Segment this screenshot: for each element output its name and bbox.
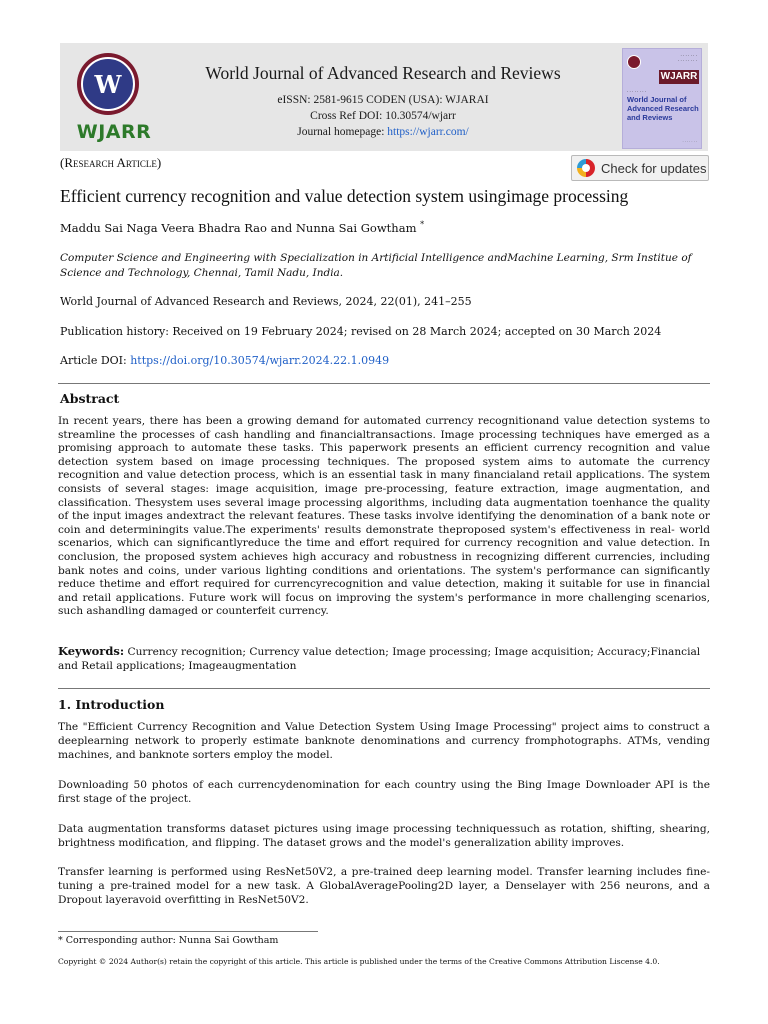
introduction-heading: 1. Introduction xyxy=(58,697,165,712)
homepage-line xyxy=(160,126,606,138)
cover-subtitle-fine-print: · · · · · · · · xyxy=(627,89,647,94)
cover-title: World Journal of Advanced Research and Reviews xyxy=(627,95,699,122)
keywords-list: Currency recognition; Currency value detection; Image processing; Image acquisition; Accuracy;Financial and Retail applications; Imageaugmentation xyxy=(58,646,701,672)
journal-header xyxy=(60,43,708,151)
author-names: Maddu Sai Naga Veera Bhadra Rao and Nunna Sai Gowtham xyxy=(60,220,417,235)
publication-history: Publication history: Received on 19 February 2024; revised on 28 March 2024; accepted on 30 March 2024 xyxy=(60,325,662,338)
cover-logo-icon xyxy=(627,55,641,69)
intro-paragraph: The "Efficient Currency Recognition and Value Detection System Using Image Processing" project aims to construct a deeplearning network to properly estimate banknote denominations and currency fromphotographs. ATMs, vending machines, and banknote sorters employ the model. xyxy=(58,721,710,761)
journal-cover-thumbnail xyxy=(622,48,702,149)
corresponding-author-footnote: * Corresponding author: Nunna Sai Gowtham xyxy=(58,935,279,946)
article-title: Efficient currency recognition and value detection system usingimage processing xyxy=(60,186,629,206)
section-divider xyxy=(58,383,710,384)
logo-circle xyxy=(77,53,139,115)
copyright-notice: Copyright © 2024 Author(s) retain the copyright of this article. This article is published under the terms of the Creative Commons Attribution Liscense 4.0. xyxy=(58,957,660,966)
issn-line: eISSN: 2581-9615 CODEN (USA): WJARAI xyxy=(277,94,489,106)
crossref-doi-line: Cross Ref DOI: 10.30574/wjarr xyxy=(310,110,456,122)
check-for-updates-button[interactable] xyxy=(571,155,709,181)
doi-label: Article DOI: xyxy=(60,354,131,367)
journal-title: World Journal of Advanced Research and Reviews xyxy=(205,63,561,83)
keywords-block xyxy=(58,644,710,673)
doi-link[interactable]: https://doi.org/10.30574/wjarr.2024.22.1.0949 xyxy=(130,354,390,367)
keywords-label: Keywords: xyxy=(58,644,125,658)
article-doi-line xyxy=(60,354,389,367)
crossmark-icon xyxy=(577,159,595,177)
footnote-divider xyxy=(58,931,318,932)
logo-text: WJARR xyxy=(76,121,152,143)
author-affiliation: Computer Science and Engineering with Specialization in Artificial Intelligence andMachine Learning, Srm Institue of Science and Technology, Chennai, Tamil Nadu, India. xyxy=(60,252,692,279)
citation-line: World Journal of Advanced Research and Reviews, 2024, 22(01), 241–255 xyxy=(60,295,472,308)
logo-letter: W xyxy=(81,57,135,111)
homepage-link[interactable]: https://wjarr.com/ xyxy=(387,126,469,138)
corresponding-author-mark: * xyxy=(420,220,425,229)
check-updates-label: Check for updates xyxy=(601,160,707,176)
author-list xyxy=(60,220,424,235)
section-divider xyxy=(58,688,710,689)
cover-fine-print: · · · · · · · · · · · · · · · xyxy=(677,53,697,63)
intro-paragraph: Data augmentation transforms dataset pictures using image processing techniquessuch as rotation, shifting, shearing, brightness modification, and flipping. The dataset grows and the model's generalization ability improves. xyxy=(58,823,710,849)
journal-logo xyxy=(68,53,160,145)
article-type-label: (Research Article) xyxy=(60,155,162,170)
cover-footer-fine-print: · · · · · · · xyxy=(682,140,697,144)
intro-paragraph: Transfer learning is performed using ResNet50V2, a pre-trained deep learning model. Transfer learning includes fine-tuning a pre-trained model for a new task. A GlobalAveragePooling2D layer, a Denselayer with 256 neurons, and a Dropout layeravoid overfitting in ResNet50V2. xyxy=(58,866,710,906)
intro-paragraph: Downloading 50 photos of each currencydenomination for each country using the Bing Image Downloader API is the first stage of the project. xyxy=(58,779,710,805)
homepage-label: Journal homepage: xyxy=(297,126,388,138)
abstract-body: In recent years, there has been a growing demand for automated currency recognitionand value detection systems to streamline the processes of cash handling and financialtransactions. Image processing techniques have emerged as a promising approach to automate these tasks. This paperwork presents an efficient currency recognition and value detection system based on image processing techniques. The proposed system aims to automate the currency recognition and value detection process, which is an essential task in many financialand retail applications. The system consists of several stages: image acquisition, image pre-processing, feature extraction, image augmentation, and classification. Thesystem uses several image processing algorithms, including data augmentation toenhance the quality of the input images andextract the relevant features. These tasks involve identifying the denomination of a bank note or coin and determiningits value.The experiments' results demonstrate theproposed system's effectiveness in real- world scenarios, which can significantlyreduce the time and effort required for currency recognition and value detection. In conclusion, the proposed system achieves high accuracy and robustness in recognizing different currencies, including bank notes and coins, under various lighting conditions and orientations. The system's performance can significantly reduce thetime and effort required for currencyrecognition and value detection, making it suitable for use in financial and retail applications. Future work will focus on improving the system's performance in more challenging scenarios, such ashandling damaged or counterfeit currency. xyxy=(58,415,710,618)
abstract-heading: Abstract xyxy=(60,391,120,406)
cover-badge: WJARR xyxy=(660,71,698,82)
